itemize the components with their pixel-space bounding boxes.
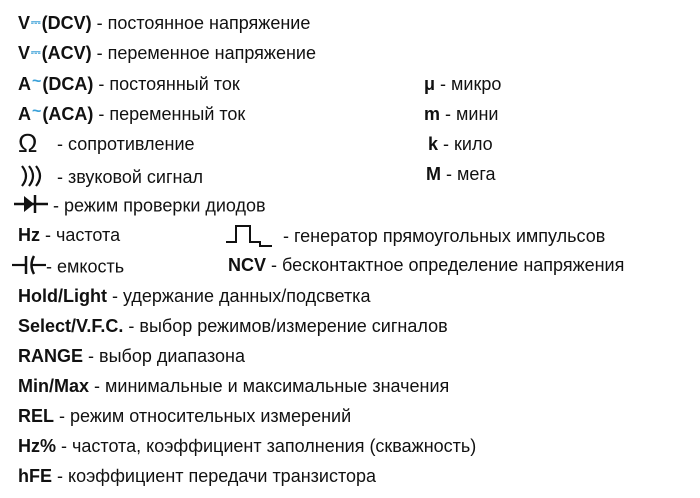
code-minmax: Min/Max	[18, 376, 90, 396]
legend-row-hold	[18, 285, 370, 307]
desc-hfe: - коэффициент передачи транзистора	[52, 466, 377, 486]
ac-mark-icon: ~	[32, 103, 42, 120]
legend-row-pulse	[226, 222, 605, 253]
legend-row-resistance	[18, 128, 195, 159]
prefix-mega	[426, 163, 496, 185]
code-rel: REL	[18, 406, 54, 426]
legend-row-hz	[18, 224, 120, 246]
code-dcv: (DCV)	[41, 13, 92, 33]
desc-diode: - режим проверки диодов	[48, 195, 266, 216]
legend-row-aca	[18, 103, 245, 127]
desc-select: - выбор режимов/измерение сигналов	[123, 316, 448, 336]
code-mega: M	[426, 164, 441, 184]
legend-row-range	[18, 345, 245, 367]
symbol-a: A	[18, 74, 31, 94]
desc-ncv: - бесконтактное определение напряжения	[266, 255, 625, 275]
prefix-kilo	[428, 133, 493, 155]
desc-kilo: - кило	[438, 134, 493, 154]
code-hz: Hz	[18, 225, 40, 245]
code-select: Select/V.F.C.	[18, 316, 124, 336]
legend-row-capacitance	[12, 254, 124, 281]
desc-rel: - режим относительных измерений	[54, 406, 352, 426]
code-hold: Hold/Light	[18, 286, 107, 306]
desc-resistance: - сопротивление	[52, 134, 195, 154]
desc-dca: - постоянный ток	[93, 74, 240, 94]
code-hzpct: Hz%	[18, 436, 57, 456]
ac-mark-icon: ~	[32, 73, 42, 90]
code-ncv: NCV	[228, 255, 267, 275]
legend-row-diode	[14, 194, 266, 219]
prefix-milli	[424, 103, 498, 125]
code-kilo: k	[428, 134, 439, 154]
ohm-icon: Ω	[18, 128, 38, 159]
desc-mega: - мега	[441, 164, 496, 184]
desc-micro: - микро	[435, 74, 502, 94]
legend-row-dcv	[18, 12, 310, 36]
code-range: RANGE	[18, 346, 84, 366]
legend-row-minmax	[18, 375, 449, 397]
dc-mark-icon: ⎓	[31, 15, 41, 29]
code-acv: (ACV)	[41, 43, 92, 63]
prefix-micro	[424, 73, 501, 95]
desc-acv: - переменное напряжение	[91, 43, 316, 63]
symbol-v: V	[18, 13, 31, 33]
symbol-v: V	[18, 43, 31, 63]
legend-row-acv	[18, 42, 316, 66]
sound-signal-icon	[18, 163, 48, 194]
desc-sound: - звуковой сигнал	[52, 167, 204, 188]
legend-row-dca	[18, 73, 240, 97]
legend-row-select	[18, 315, 448, 337]
legend-row-hzpct	[18, 435, 476, 457]
desc-aca: - переменный ток	[93, 104, 246, 124]
dc-mark-icon: ⎓	[31, 45, 41, 59]
legend-row-ncv	[228, 254, 624, 276]
legend-row-sound	[18, 163, 203, 194]
code-micro: μ	[424, 74, 436, 94]
desc-capacitance: - емкость	[46, 256, 125, 277]
desc-hz: - частота	[40, 225, 121, 245]
symbol-a: A	[18, 104, 31, 124]
legend-row-rel	[18, 405, 351, 427]
desc-dcv: - постоянное напряжение	[91, 13, 311, 33]
desc-hzpct: - частота, коэффициент заполнения (скважность)	[56, 436, 477, 456]
desc-minmax: - минимальные и максимальные значения	[89, 376, 450, 396]
diode-icon	[14, 194, 48, 219]
desc-range: - выбор диапазона	[83, 346, 245, 366]
desc-milli: - мини	[440, 104, 499, 124]
desc-hold: - удержание данных/подсветка	[106, 286, 371, 306]
code-hfe: hFE	[18, 466, 52, 486]
code-milli: m	[424, 104, 441, 124]
code-dca: (DCA)	[42, 74, 94, 94]
legend-row-hfe	[18, 465, 376, 487]
capacitor-icon	[12, 254, 46, 281]
desc-pulse: - генератор прямоугольных импульсов	[278, 226, 606, 247]
code-aca: (ACA)	[42, 104, 94, 124]
square-pulse-icon	[226, 222, 274, 253]
